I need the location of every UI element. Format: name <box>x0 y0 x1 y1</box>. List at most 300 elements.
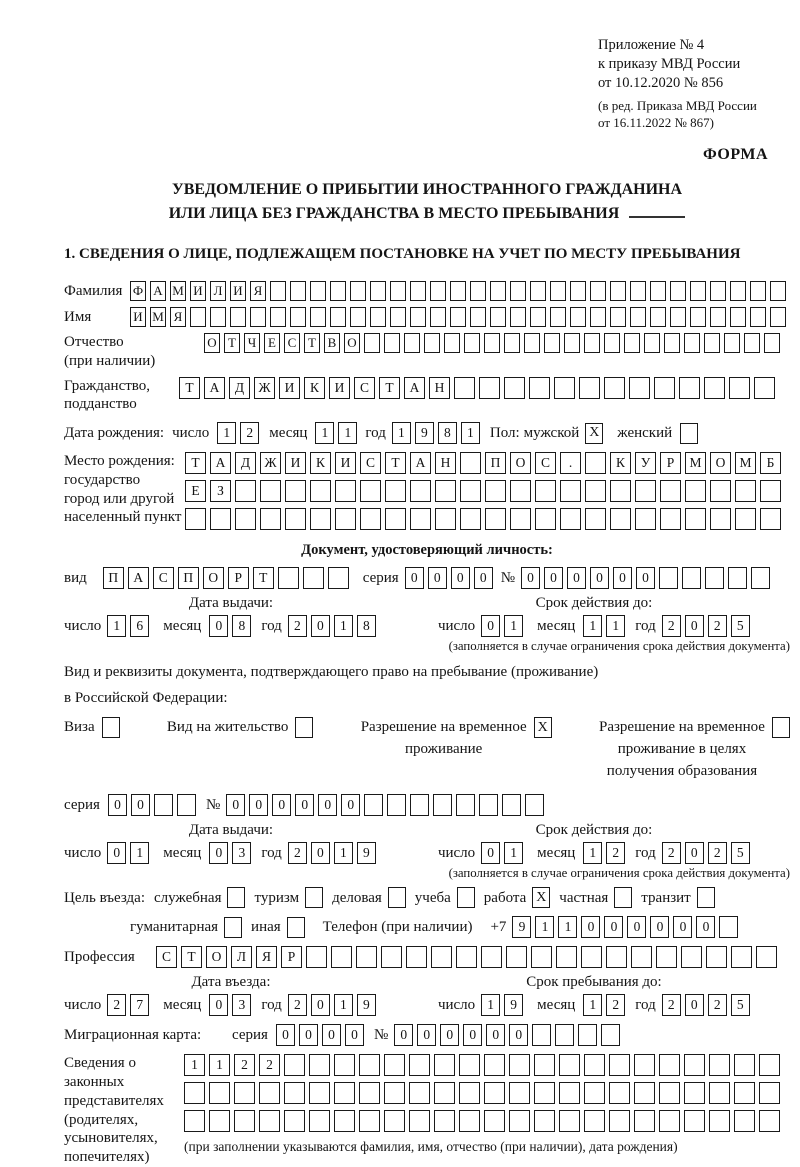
char-cell[interactable]: 2 <box>662 615 681 637</box>
char-cell[interactable]: У <box>635 452 656 474</box>
char-cell[interactable]: 2 <box>606 842 625 864</box>
char-cell[interactable]: 5 <box>731 994 750 1016</box>
char-cell[interactable] <box>735 480 756 502</box>
char-cell[interactable] <box>684 1082 705 1104</box>
char-cell[interactable]: 0 <box>318 794 337 816</box>
char-cell[interactable]: И <box>190 281 206 301</box>
char-cell[interactable] <box>570 281 586 301</box>
char-cell[interactable]: 5 <box>731 615 750 637</box>
char-cell[interactable]: 0 <box>108 794 127 816</box>
char-cell[interactable] <box>735 508 756 530</box>
char-cell[interactable] <box>734 1110 755 1132</box>
char-cell[interactable] <box>610 508 631 530</box>
char-cell[interactable] <box>590 281 606 301</box>
checkbox-humanitarian[interactable] <box>224 917 242 938</box>
checkbox-tourism[interactable] <box>305 887 323 908</box>
char-cell[interactable]: А <box>128 567 149 589</box>
char-cell[interactable]: И <box>329 377 350 399</box>
checkbox-transit[interactable] <box>697 887 715 908</box>
char-cell[interactable] <box>306 946 327 968</box>
char-cell[interactable] <box>610 307 626 327</box>
char-cell[interactable] <box>359 1082 380 1104</box>
char-cell[interactable] <box>431 946 452 968</box>
char-cell[interactable]: О <box>344 333 360 353</box>
char-cell[interactable]: П <box>485 452 506 474</box>
checkbox-residence-permit[interactable] <box>295 717 313 738</box>
char-cell[interactable] <box>350 281 366 301</box>
char-cell[interactable] <box>331 946 352 968</box>
char-cell[interactable] <box>484 1054 505 1076</box>
char-cell[interactable] <box>634 1110 655 1132</box>
char-cell[interactable]: 5 <box>731 842 750 864</box>
checkbox-other[interactable] <box>287 917 305 938</box>
char-cell[interactable] <box>485 508 506 530</box>
char-cell[interactable]: Т <box>224 333 240 353</box>
char-cell[interactable] <box>459 1054 480 1076</box>
char-cell[interactable] <box>704 377 725 399</box>
char-cell[interactable]: 0 <box>209 842 228 864</box>
char-cell[interactable] <box>535 508 556 530</box>
char-cell[interactable]: М <box>150 307 166 327</box>
char-cell[interactable] <box>731 946 752 968</box>
char-cell[interactable] <box>470 281 486 301</box>
char-cell[interactable] <box>659 1110 680 1132</box>
char-cell[interactable] <box>719 916 738 938</box>
char-cell[interactable]: 2 <box>708 994 727 1016</box>
char-cell[interactable] <box>381 946 402 968</box>
char-cell[interactable]: Я <box>170 307 186 327</box>
char-cell[interactable] <box>584 1110 605 1132</box>
char-cell[interactable]: Т <box>379 377 400 399</box>
char-cell[interactable] <box>660 480 681 502</box>
char-cell[interactable] <box>504 333 520 353</box>
char-cell[interactable] <box>209 1082 230 1104</box>
char-cell[interactable]: 1 <box>334 842 353 864</box>
char-cell[interactable]: 1 <box>392 422 411 444</box>
char-cell[interactable]: 0 <box>481 842 500 864</box>
char-cell[interactable] <box>510 480 531 502</box>
char-cell[interactable] <box>534 1082 555 1104</box>
char-cell[interactable] <box>684 1054 705 1076</box>
char-cell[interactable]: 0 <box>696 916 715 938</box>
char-cell[interactable]: 2 <box>234 1054 255 1076</box>
char-cell[interactable]: Я <box>256 946 277 968</box>
char-cell[interactable] <box>334 1110 355 1132</box>
char-cell[interactable] <box>309 1110 330 1132</box>
char-cell[interactable] <box>685 480 706 502</box>
char-cell[interactable]: 9 <box>504 994 523 1016</box>
char-cell[interactable]: Б <box>760 452 781 474</box>
char-cell[interactable]: З <box>210 480 231 502</box>
char-cell[interactable] <box>529 377 550 399</box>
char-cell[interactable] <box>424 333 440 353</box>
char-cell[interactable] <box>559 1110 580 1132</box>
char-cell[interactable] <box>460 480 481 502</box>
char-cell[interactable] <box>484 1110 505 1132</box>
char-cell[interactable] <box>456 794 475 816</box>
char-cell[interactable]: 9 <box>357 842 376 864</box>
char-cell[interactable]: 0 <box>440 1024 459 1046</box>
char-cell[interactable]: 3 <box>232 994 251 1016</box>
char-cell[interactable]: 2 <box>240 422 259 444</box>
char-cell[interactable]: 0 <box>521 567 540 589</box>
char-cell[interactable]: Р <box>281 946 302 968</box>
char-cell[interactable] <box>430 281 446 301</box>
char-cell[interactable]: Н <box>429 377 450 399</box>
char-cell[interactable]: 9 <box>512 916 531 938</box>
char-cell[interactable] <box>578 1024 597 1046</box>
char-cell[interactable] <box>259 1110 280 1132</box>
char-cell[interactable] <box>210 307 226 327</box>
char-cell[interactable] <box>310 480 331 502</box>
char-cell[interactable]: Н <box>435 452 456 474</box>
char-cell[interactable]: 1 <box>606 615 625 637</box>
char-cell[interactable] <box>709 1110 730 1132</box>
char-cell[interactable]: Р <box>660 452 681 474</box>
char-cell[interactable] <box>384 1110 405 1132</box>
char-cell[interactable]: Л <box>231 946 252 968</box>
char-cell[interactable] <box>770 307 786 327</box>
char-cell[interactable]: Е <box>185 480 206 502</box>
char-cell[interactable] <box>385 480 406 502</box>
char-cell[interactable] <box>734 1054 755 1076</box>
char-cell[interactable] <box>177 794 196 816</box>
char-cell[interactable] <box>705 567 724 589</box>
char-cell[interactable]: 1 <box>315 422 334 444</box>
char-cell[interactable] <box>184 1110 205 1132</box>
char-cell[interactable]: 0 <box>474 567 493 589</box>
char-cell[interactable] <box>384 1082 405 1104</box>
char-cell[interactable] <box>684 1110 705 1132</box>
char-cell[interactable] <box>384 1054 405 1076</box>
char-cell[interactable] <box>630 281 646 301</box>
char-cell[interactable]: 1 <box>334 615 353 637</box>
char-cell[interactable] <box>609 1054 630 1076</box>
char-cell[interactable]: 9 <box>415 422 434 444</box>
char-cell[interactable]: К <box>310 452 331 474</box>
char-cell[interactable]: 1 <box>583 842 602 864</box>
char-cell[interactable] <box>659 567 678 589</box>
char-cell[interactable]: 0 <box>311 842 330 864</box>
char-cell[interactable] <box>285 508 306 530</box>
char-cell[interactable]: 0 <box>590 567 609 589</box>
char-cell[interactable] <box>756 946 777 968</box>
checkbox-business[interactable] <box>388 887 406 908</box>
char-cell[interactable] <box>330 281 346 301</box>
char-cell[interactable] <box>709 1054 730 1076</box>
char-cell[interactable] <box>360 508 381 530</box>
char-cell[interactable] <box>554 377 575 399</box>
char-cell[interactable] <box>509 1054 530 1076</box>
char-cell[interactable]: 1 <box>461 422 480 444</box>
char-cell[interactable] <box>564 333 580 353</box>
char-cell[interactable]: 0 <box>417 1024 436 1046</box>
char-cell[interactable] <box>510 508 531 530</box>
char-cell[interactable] <box>310 307 326 327</box>
char-cell[interactable]: 1 <box>209 1054 230 1076</box>
char-cell[interactable] <box>270 307 286 327</box>
char-cell[interactable] <box>584 1054 605 1076</box>
checkbox-male[interactable]: X <box>585 423 603 444</box>
char-cell[interactable]: 0 <box>650 916 669 938</box>
char-cell[interactable]: 2 <box>288 615 307 637</box>
char-cell[interactable] <box>631 946 652 968</box>
char-cell[interactable]: Т <box>385 452 406 474</box>
char-cell[interactable] <box>259 1082 280 1104</box>
char-cell[interactable] <box>456 946 477 968</box>
char-cell[interactable]: 0 <box>341 794 360 816</box>
char-cell[interactable] <box>606 946 627 968</box>
char-cell[interactable]: 3 <box>232 842 251 864</box>
char-cell[interactable]: 1 <box>334 994 353 1016</box>
char-cell[interactable]: О <box>710 452 731 474</box>
char-cell[interactable] <box>656 946 677 968</box>
char-cell[interactable]: Е <box>264 333 280 353</box>
char-cell[interactable] <box>525 794 544 816</box>
char-cell[interactable]: 6 <box>130 615 149 637</box>
char-cell[interactable] <box>450 307 466 327</box>
char-cell[interactable] <box>684 333 700 353</box>
char-cell[interactable] <box>210 508 231 530</box>
char-cell[interactable]: 0 <box>226 794 245 816</box>
char-cell[interactable] <box>560 480 581 502</box>
char-cell[interactable]: 0 <box>544 567 563 589</box>
char-cell[interactable] <box>260 480 281 502</box>
char-cell[interactable]: 0 <box>463 1024 482 1046</box>
char-cell[interactable]: Я <box>250 281 266 301</box>
char-cell[interactable]: 0 <box>613 567 632 589</box>
char-cell[interactable] <box>635 508 656 530</box>
char-cell[interactable]: 0 <box>685 842 704 864</box>
char-cell[interactable]: Ж <box>260 452 281 474</box>
char-cell[interactable]: 2 <box>606 994 625 1016</box>
char-cell[interactable] <box>335 508 356 530</box>
char-cell[interactable] <box>410 480 431 502</box>
char-cell[interactable]: П <box>103 567 124 589</box>
char-cell[interactable] <box>184 1082 205 1104</box>
char-cell[interactable] <box>328 567 349 589</box>
char-cell[interactable] <box>309 1054 330 1076</box>
char-cell[interactable] <box>490 307 506 327</box>
char-cell[interactable] <box>682 567 701 589</box>
char-cell[interactable]: 0 <box>295 794 314 816</box>
char-cell[interactable]: 1 <box>504 615 523 637</box>
char-cell[interactable] <box>356 946 377 968</box>
char-cell[interactable] <box>681 946 702 968</box>
char-cell[interactable]: 0 <box>131 794 150 816</box>
char-cell[interactable] <box>230 307 246 327</box>
char-cell[interactable]: С <box>284 333 300 353</box>
char-cell[interactable] <box>459 1082 480 1104</box>
char-cell[interactable] <box>190 307 206 327</box>
char-cell[interactable] <box>585 452 606 474</box>
char-cell[interactable] <box>370 281 386 301</box>
char-cell[interactable] <box>510 307 526 327</box>
char-cell[interactable] <box>285 480 306 502</box>
char-cell[interactable] <box>644 333 660 353</box>
char-cell[interactable] <box>609 1110 630 1132</box>
char-cell[interactable] <box>409 1110 430 1132</box>
char-cell[interactable] <box>535 480 556 502</box>
char-cell[interactable] <box>679 377 700 399</box>
char-cell[interactable]: 7 <box>130 994 149 1016</box>
char-cell[interactable] <box>585 480 606 502</box>
char-cell[interactable]: 1 <box>583 615 602 637</box>
char-cell[interactable] <box>744 333 760 353</box>
char-cell[interactable] <box>479 794 498 816</box>
char-cell[interactable] <box>634 1054 655 1076</box>
char-cell[interactable] <box>650 307 666 327</box>
char-cell[interactable] <box>601 1024 620 1046</box>
checkbox-work[interactable]: X <box>532 887 550 908</box>
char-cell[interactable] <box>309 1082 330 1104</box>
char-cell[interactable]: 0 <box>107 842 126 864</box>
char-cell[interactable] <box>664 333 680 353</box>
char-cell[interactable] <box>260 508 281 530</box>
char-cell[interactable]: Ф <box>130 281 146 301</box>
char-cell[interactable] <box>444 333 460 353</box>
checkbox-study[interactable] <box>457 887 475 908</box>
char-cell[interactable]: Т <box>304 333 320 353</box>
char-cell[interactable] <box>751 567 770 589</box>
char-cell[interactable] <box>360 480 381 502</box>
char-cell[interactable]: А <box>404 377 425 399</box>
char-cell[interactable] <box>450 281 466 301</box>
char-cell[interactable]: 8 <box>357 615 376 637</box>
char-cell[interactable] <box>710 307 726 327</box>
char-cell[interactable] <box>730 281 746 301</box>
char-cell[interactable]: 1 <box>107 615 126 637</box>
char-cell[interactable]: С <box>153 567 174 589</box>
char-cell[interactable] <box>559 1082 580 1104</box>
char-cell[interactable]: 0 <box>636 567 655 589</box>
char-cell[interactable] <box>490 281 506 301</box>
char-cell[interactable] <box>750 307 766 327</box>
char-cell[interactable] <box>610 480 631 502</box>
char-cell[interactable] <box>270 281 286 301</box>
char-cell[interactable] <box>506 946 527 968</box>
char-cell[interactable]: О <box>510 452 531 474</box>
char-cell[interactable]: 0 <box>394 1024 413 1046</box>
char-cell[interactable] <box>759 1082 780 1104</box>
char-cell[interactable]: 1 <box>338 422 357 444</box>
char-cell[interactable] <box>724 333 740 353</box>
char-cell[interactable] <box>604 333 620 353</box>
char-cell[interactable] <box>504 377 525 399</box>
char-cell[interactable] <box>530 281 546 301</box>
char-cell[interactable] <box>764 333 780 353</box>
char-cell[interactable] <box>290 281 306 301</box>
char-cell[interactable] <box>334 1054 355 1076</box>
char-cell[interactable] <box>760 508 781 530</box>
char-cell[interactable]: М <box>735 452 756 474</box>
char-cell[interactable] <box>290 307 306 327</box>
char-cell[interactable] <box>579 377 600 399</box>
char-cell[interactable] <box>433 794 452 816</box>
char-cell[interactable] <box>334 1082 355 1104</box>
checkbox-official[interactable] <box>227 887 245 908</box>
char-cell[interactable]: 0 <box>509 1024 528 1046</box>
char-cell[interactable]: 2 <box>708 615 727 637</box>
char-cell[interactable] <box>387 794 406 816</box>
char-cell[interactable]: 0 <box>209 615 228 637</box>
char-cell[interactable]: С <box>354 377 375 399</box>
char-cell[interactable] <box>502 794 521 816</box>
char-cell[interactable]: К <box>304 377 325 399</box>
char-cell[interactable]: 2 <box>107 994 126 1016</box>
char-cell[interactable] <box>670 281 686 301</box>
char-cell[interactable]: Д <box>229 377 250 399</box>
checkbox-visa[interactable] <box>102 717 120 738</box>
char-cell[interactable]: Л <box>210 281 226 301</box>
char-cell[interactable] <box>404 333 420 353</box>
char-cell[interactable]: 0 <box>345 1024 364 1046</box>
char-cell[interactable] <box>235 508 256 530</box>
char-cell[interactable]: С <box>535 452 556 474</box>
char-cell[interactable]: 2 <box>708 842 727 864</box>
char-cell[interactable]: 1 <box>535 916 554 938</box>
char-cell[interactable] <box>570 307 586 327</box>
char-cell[interactable] <box>624 333 640 353</box>
char-cell[interactable] <box>434 1082 455 1104</box>
char-cell[interactable] <box>410 307 426 327</box>
char-cell[interactable]: Т <box>179 377 200 399</box>
char-cell[interactable]: Р <box>228 567 249 589</box>
char-cell[interactable] <box>759 1054 780 1076</box>
char-cell[interactable] <box>185 508 206 530</box>
char-cell[interactable] <box>234 1082 255 1104</box>
char-cell[interactable] <box>759 1110 780 1132</box>
char-cell[interactable] <box>350 307 366 327</box>
char-cell[interactable]: 1 <box>481 994 500 1016</box>
char-cell[interactable] <box>470 307 486 327</box>
char-cell[interactable] <box>706 946 727 968</box>
char-cell[interactable] <box>310 281 326 301</box>
char-cell[interactable]: К <box>610 452 631 474</box>
char-cell[interactable] <box>685 508 706 530</box>
char-cell[interactable]: 0 <box>481 615 500 637</box>
char-cell[interactable]: Ж <box>254 377 275 399</box>
char-cell[interactable]: 2 <box>288 842 307 864</box>
char-cell[interactable]: 8 <box>438 422 457 444</box>
char-cell[interactable]: 0 <box>486 1024 505 1046</box>
char-cell[interactable] <box>710 281 726 301</box>
char-cell[interactable] <box>390 307 406 327</box>
char-cell[interactable]: 0 <box>685 615 704 637</box>
char-cell[interactable] <box>484 333 500 353</box>
char-cell[interactable] <box>434 1110 455 1132</box>
char-cell[interactable] <box>409 1054 430 1076</box>
char-cell[interactable]: Т <box>181 946 202 968</box>
char-cell[interactable] <box>670 307 686 327</box>
char-cell[interactable]: 0 <box>249 794 268 816</box>
char-cell[interactable] <box>234 1110 255 1132</box>
char-cell[interactable] <box>364 333 380 353</box>
char-cell[interactable] <box>484 1082 505 1104</box>
char-cell[interactable] <box>335 480 356 502</box>
char-cell[interactable] <box>310 508 331 530</box>
char-cell[interactable] <box>585 508 606 530</box>
char-cell[interactable] <box>629 377 650 399</box>
char-cell[interactable] <box>704 333 720 353</box>
char-cell[interactable] <box>590 307 606 327</box>
char-cell[interactable]: И <box>130 307 146 327</box>
char-cell[interactable] <box>460 452 481 474</box>
char-cell[interactable]: 0 <box>627 916 646 938</box>
char-cell[interactable]: А <box>410 452 431 474</box>
char-cell[interactable]: А <box>210 452 231 474</box>
char-cell[interactable] <box>370 307 386 327</box>
